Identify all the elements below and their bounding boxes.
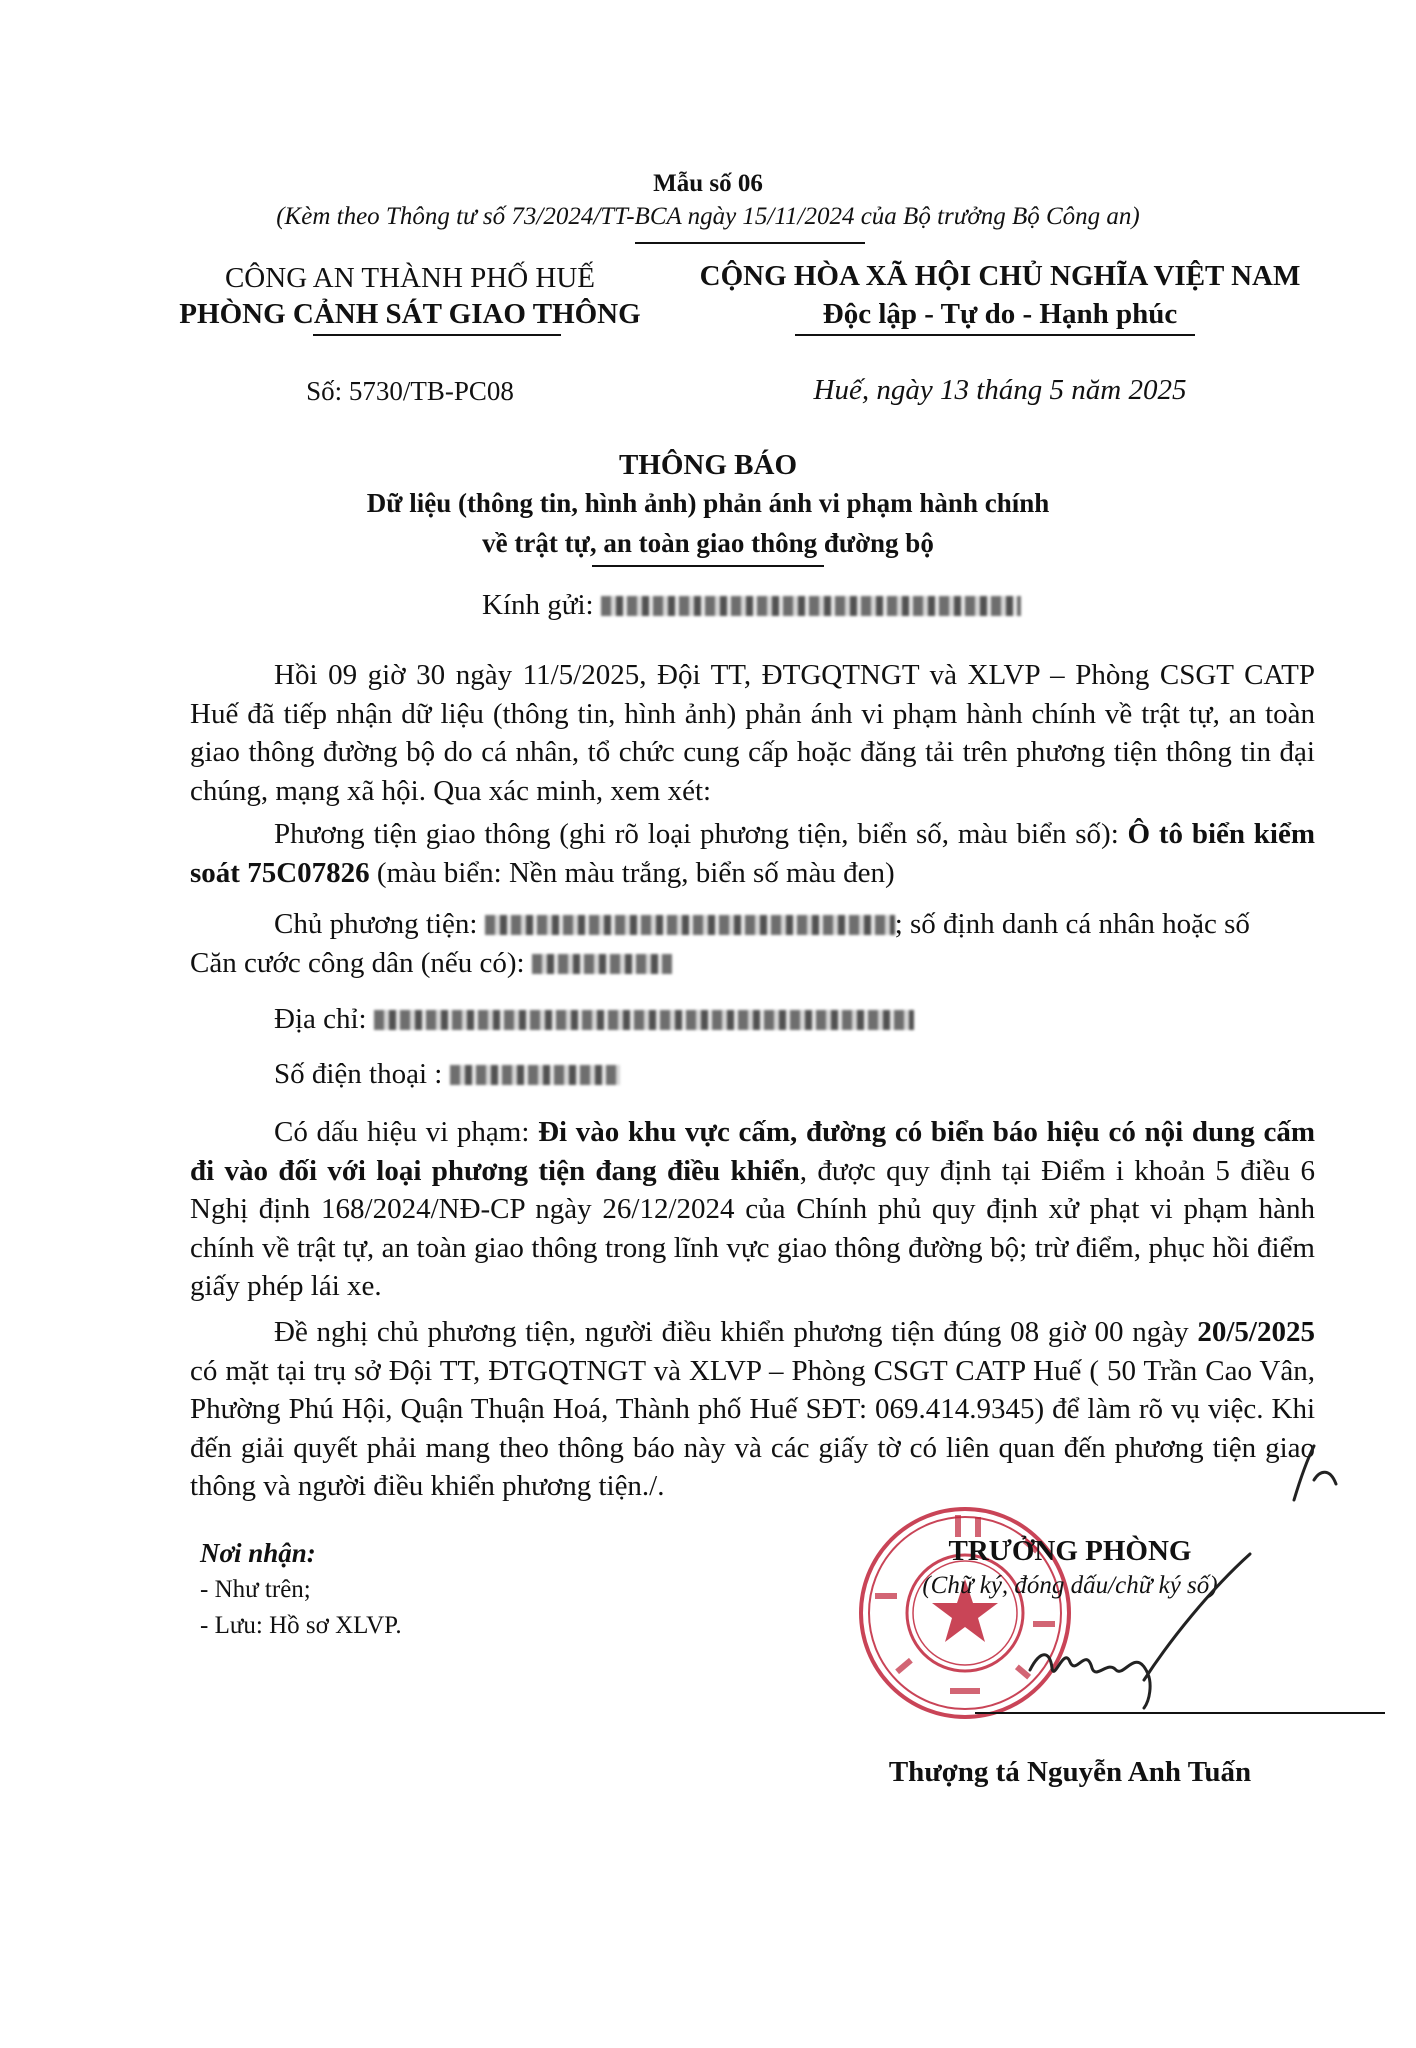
violation-description: Đi vào khu vực cấm, đường có biển báo hiệu có nội dung cấm đi vào đối với loại phương tiện đang điều khiển bbox=[190, 1116, 1315, 1187]
vehicle-plate-color: (màu biển: Nền màu trắng, biển số màu đen) bbox=[369, 856, 895, 889]
form-reference: (Kèm theo Thông tư số 73/2024/TT-BCA ngày 15/11/2024 của Bộ trưởng Bộ Công an) bbox=[276, 203, 1140, 230]
owner-id-label: ; số định danh cá nhân hoặc số bbox=[894, 908, 1250, 940]
violation-paragraph bbox=[190, 1113, 1315, 1306]
redacted-id-number bbox=[532, 954, 672, 974]
request-date: 20/5/2025 bbox=[1197, 1316, 1315, 1348]
vehicle-paragraph bbox=[190, 815, 1315, 892]
request-intro: Đề nghị chủ phương tiện, người điều khiển phương tiện đúng 08 giờ 00 ngày bbox=[274, 1316, 1198, 1348]
redacted-owner-name bbox=[485, 915, 895, 935]
id-label: Căn cước công dân (nếu có): bbox=[190, 947, 525, 979]
vehicle-label: Phương tiện giao thông (ghi rõ loại phương tiện, biển số, màu biển số): bbox=[274, 818, 1128, 850]
vehicle-plate: Ô tô biển kiểm soát 75C07826 bbox=[190, 818, 1315, 889]
signer-name: Thượng tá Nguyễn Anh Tuấn bbox=[888, 1756, 1252, 1788]
national-motto: Độc lập - Tự do - Hạnh phúc bbox=[822, 298, 1178, 330]
form-number: Mẫu số 06 bbox=[653, 170, 763, 197]
owner-label: Chủ phương tiện: bbox=[274, 908, 478, 940]
country-name: CỘNG HÒA XÃ HỘI CHỦ NGHĨA VIỆT NAM bbox=[699, 260, 1301, 292]
request-paragraph bbox=[190, 1313, 1315, 1506]
redacted-address bbox=[374, 1010, 914, 1030]
agency-underline bbox=[313, 334, 561, 336]
request-details: có mặt tại trụ sở Đội TT, ĐTGQTNGT và XLVP – Phòng CSGT CATP Huế ( 50 Trần Cao Vân, Phường Phú Hội, Quận Thuận Hoá, Thành phố Huế SĐT: 069.414.9345) để làm rõ vụ việc. Khi đến giải quyết phải mang theo thông báo này và các giấy tờ có liên quan đến phương tiện giao thông và người điều khiển phương tiện./. bbox=[190, 1354, 1315, 1502]
signature-icon bbox=[1020, 1550, 1280, 1730]
phone-line bbox=[274, 1058, 620, 1091]
intro-paragraph: Hồi 09 giờ 30 ngày 11/5/2025, Đội TT, ĐTGQTNGT và XLVP – Phòng CSGT CATP Huế đã tiếp nhận dữ liệu (thông tin, hình ảnh) phản ánh vi phạm hành chính về trật tự, an toàn giao thông đường bộ do cá nhân, tổ chức cung cấp hoặc đăng tải trên phương tiện thông tin đại chúng, mạng xã hội. Qua xác minh, xem xét: bbox=[190, 659, 1315, 807]
owner-line bbox=[274, 908, 1250, 941]
violation-legal-basis: , được quy định tại Điểm i khoản 5 điều 6 Nghị định 168/2024/NĐ-CP ngày 26/12/2024 của Chính phủ quy định xử phạt vi phạm hành chính về trật tự, an toàn giao thông trong lĩnh vực giao thông đường bộ; trừ điểm, phục hồi điểm giấy phép lái xe. bbox=[190, 1154, 1315, 1302]
signer-title: TRƯỞNG PHÒNG bbox=[948, 1535, 1192, 1567]
recipients-title: Nơi nhận: bbox=[200, 1538, 316, 1568]
recipient-item-1: - Như trên; bbox=[200, 1576, 311, 1603]
title-subtitle-line2: về trật tự, an toàn giao thông đường bộ bbox=[482, 528, 934, 558]
initial-mark-icon bbox=[1290, 1440, 1350, 1510]
recipient-label: Kính gửi: bbox=[482, 589, 594, 621]
recipient-line bbox=[482, 589, 1021, 622]
title-underline bbox=[592, 565, 824, 567]
id-line bbox=[190, 947, 672, 980]
address-label: Địa chỉ: bbox=[274, 1003, 367, 1035]
phone-label: Số điện thoại : bbox=[274, 1058, 443, 1090]
agency-parent: CÔNG AN THÀNH PHỐ HUẾ bbox=[224, 262, 596, 294]
motto-underline bbox=[795, 334, 1195, 336]
redacted-phone bbox=[450, 1065, 620, 1085]
signature-line bbox=[975, 1712, 1385, 1714]
ref-underline bbox=[635, 242, 865, 244]
agency-name: PHÒNG CẢNH SÁT GIAO THÔNG bbox=[179, 298, 641, 330]
document-number: Số: 5730/TB-PC08 bbox=[306, 376, 514, 406]
violation-label: Có dấu hiệu vi phạm: bbox=[274, 1116, 539, 1148]
title-subtitle-line1: Dữ liệu (thông tin, hình ảnh) phản ánh vi phạm hành chính bbox=[366, 488, 1050, 518]
signer-note: (Chữ ký, đóng dấu/chữ ký số) bbox=[922, 1572, 1218, 1599]
document-title: THÔNG BÁO bbox=[618, 449, 798, 481]
address-line bbox=[274, 1003, 914, 1036]
recipient-item-2: - Lưu: Hồ sơ XLVP. bbox=[200, 1612, 402, 1639]
place-date: Huế, ngày 13 tháng 5 năm 2025 bbox=[813, 374, 1187, 406]
redacted-recipient bbox=[601, 596, 1021, 616]
